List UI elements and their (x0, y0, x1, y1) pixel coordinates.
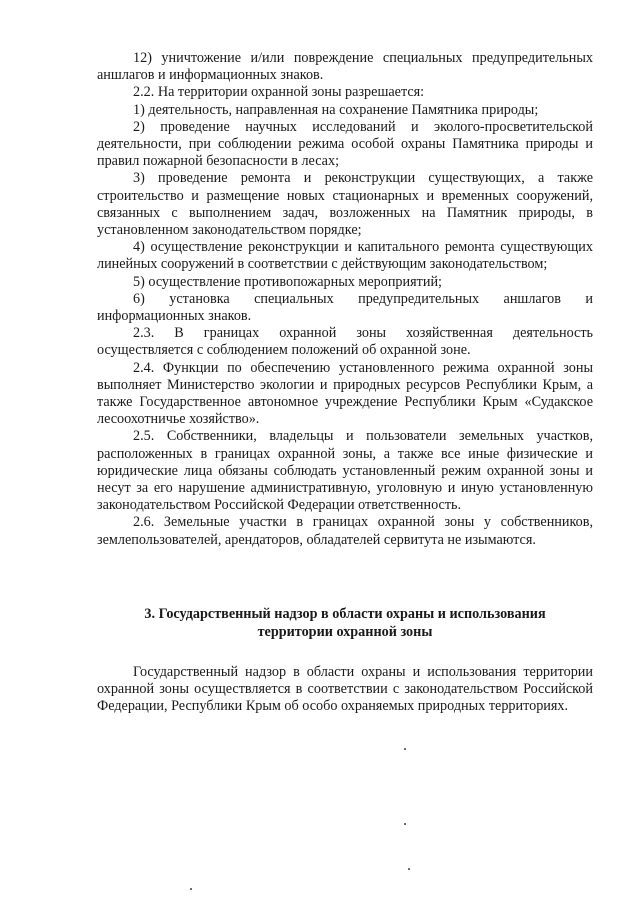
section-3-heading-line-2: территории охранной зоны (257, 623, 433, 640)
paragraph-permitted-5: 5) осуществление противопожарных мероприятий; (133, 273, 442, 290)
paragraph-2-2: 2.2. На территории охранной зоны разрешается: (133, 84, 425, 101)
scan-speck (404, 823, 406, 825)
section-2-body (97, 50, 593, 549)
paragraph-section-3: Государственный надзор в области охраны и использования территории охранной зоны осуществляется в соответствии с законодательством Российской Федерации, Республики Крым об особо охраняемых природных территориях. (97, 664, 593, 715)
paragraph-permitted-3: 3) проведение ремонта и реконструкции существующих, а также строительство и размещение новых стационарных и временных сооружений, связанных с выполнением задач, возложенных на Памятник природы, в установленном законодательством порядке; (97, 170, 593, 239)
paragraph-permitted-2: 2) проведение научных исследований и эколого-просветительской деятельности, при соблюдении режима особой охраны Памятника природы и правил пожарной безопасности в лесах; (97, 118, 593, 170)
paragraph-permitted-1: 1) деятельность, направленная на сохранение Памятника природы; (133, 101, 539, 118)
paragraph-2-4: 2.4. Функции по обеспечению установленного режима охранной зоны выполняет Министерство экологии и природных ресурсов Республики Крым, а также Государственное автономное учреждение Республики Крым «Судакское лесоохотничье хозяйство». (97, 359, 593, 428)
scan-speck (408, 868, 410, 870)
scan-speck (190, 888, 192, 890)
paragraph-2-6: 2.6. Земельные участки в границах охранной зоны у собственников, землепользователей, арендаторов, обладателей сервитута не изымаются. (97, 514, 593, 548)
section-3-heading-line-1: 3. Государственный надзор в области охраны и использования (144, 606, 546, 622)
section-3-heading (97, 606, 593, 641)
paragraph-permitted-6: 6) установка специальных предупредительных аншлагов и информационных знаков. (97, 290, 593, 325)
paragraph-2-5: 2.5. Собственники, владельцы и пользователи земельных участков, расположенных в границах охранной зоны, а также все иные физические и юридические лица обязаны соблюдать установленный режим охранной зоны и несут за его нарушение административную, уголовную и иную установленную законодательством Российской Федерации ответственность. (97, 428, 593, 514)
paragraph-permitted-4: 4) осуществление реконструкции и капитального ремонта существующих линейных сооружений в соответствии с действующим законодательством; (97, 239, 593, 273)
paragraph-item-12: 12) уничтожение и/или повреждение специальных предупредительных аншлагов и информационных знаков. (97, 50, 593, 84)
section-3-body (97, 664, 593, 716)
scan-speck (404, 748, 406, 750)
paragraph-2-3: 2.3. В границах охранной зоны хозяйственная деятельность осуществляется с соблюдением положений об охранной зоне. (97, 325, 593, 359)
